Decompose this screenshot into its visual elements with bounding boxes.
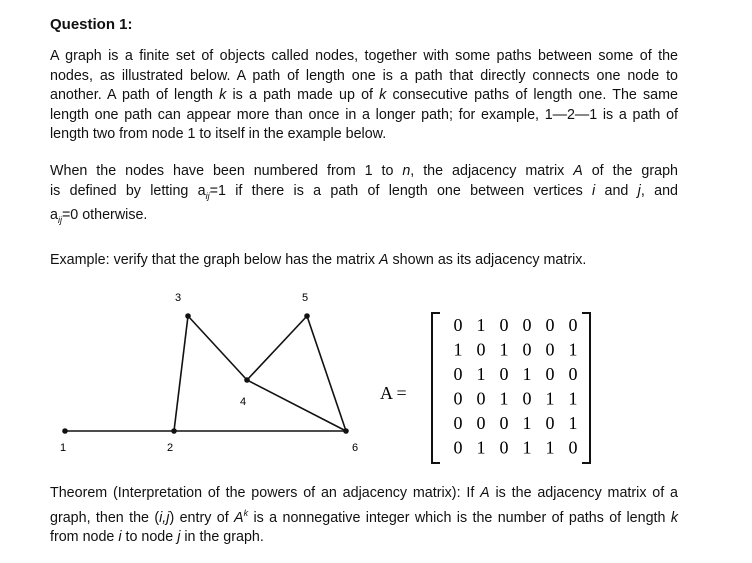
text-line: another. A path of length k is a path made up of k consecutive paths of length one. The same: [50, 87, 678, 104]
node-label: 1: [60, 442, 67, 454]
matrix-cell: 1: [568, 413, 578, 433]
matrix-cell: 1: [453, 339, 463, 360]
graph-node: [304, 313, 310, 319]
matrix-cell: 0: [545, 413, 555, 433]
graph-nodes: [60, 292, 358, 454]
matrix-cell: 1: [545, 437, 555, 458]
matrix-cells: [454, 315, 578, 458]
matrix-cell: 0: [545, 364, 555, 384]
matrix-cell: 0: [499, 437, 509, 458]
matrix-cell: 0: [476, 388, 486, 409]
matrix-cell: 1: [568, 339, 578, 360]
text-line: is defined by letting $a_{ij}=1$ if there is a path of length one between vertices i and j, and: [50, 182, 678, 201]
matrix-cell: 0: [476, 339, 486, 360]
matrix-cell: 0: [568, 437, 578, 458]
node-label: 2: [167, 442, 174, 454]
adjacency-matrix: [380, 305, 610, 470]
left-bracket: [432, 313, 440, 463]
matrix-cell: 1: [522, 437, 532, 458]
text-line: $a_{ij}=0$ otherwise.: [50, 207, 148, 225]
matrix-cell: 0: [522, 339, 532, 360]
matrix-cell: 0: [453, 364, 463, 384]
graph-node: [185, 313, 191, 319]
node-label: 5: [302, 292, 309, 304]
text-line: from node i to node j in the graph.: [50, 528, 264, 545]
text-line: When the nodes have been numbered from 1 to n, the adjacency matrix A of the graph: [50, 163, 678, 179]
matrix-cell: 0: [476, 413, 486, 433]
matrix-cell: 1: [545, 388, 555, 409]
text-line: nodes, as illustrated below. A path of length one is a path that directly connects one node to: [50, 67, 678, 84]
text-line: length two from node 1 to itself in the example below.: [50, 126, 387, 143]
graph-edge: [188, 316, 247, 380]
matrix-cell: 1: [476, 315, 486, 335]
matrix-cell: 0: [522, 388, 532, 409]
theorem-paragraph: [50, 484, 678, 548]
matrix-cell: 0: [453, 437, 463, 458]
graph-node: [171, 428, 177, 434]
matrix-cell: 0: [499, 315, 509, 335]
matrix-label: A =: [380, 383, 407, 403]
node-label: 3: [175, 292, 182, 304]
text-line: Theorem (Interpretation of the powers of an adjacency matrix): If A is the adjacency matrix of a: [50, 485, 678, 501]
node-label: 4: [240, 396, 247, 408]
graph-edge: [174, 316, 188, 431]
matrix-cell: 0: [453, 413, 463, 433]
matrix-cell: 1: [522, 364, 532, 384]
graph-node: [343, 428, 349, 434]
matrix-cell: 1: [499, 339, 509, 360]
matrix-cell: 0: [545, 315, 555, 335]
matrix-cell: 0: [568, 364, 578, 384]
text-line: graph, then the (i,j) entry of $A^k$ is a nonnegative integer which is the number of paths of length k: [50, 507, 678, 526]
matrix-cell: 0: [499, 413, 509, 433]
example-paragraph: Example: verify that the graph below has the matrix A shown as its adjacency matrix.: [50, 252, 587, 268]
graph-edges: [65, 316, 346, 431]
matrix-cell: 0: [545, 339, 555, 360]
matrix-cell: 1: [476, 364, 486, 384]
matrix-cell: 1: [476, 437, 486, 458]
matrix-cell: 0: [522, 315, 532, 335]
matrix-cell: 0: [568, 315, 578, 335]
graph-node: [244, 377, 250, 383]
text-line: A graph is a finite set of objects called nodes, together with some paths between some of the: [50, 48, 678, 64]
graph-node: [62, 428, 68, 434]
right-bracket: [582, 313, 590, 463]
matrix-cell: 1: [522, 413, 532, 433]
matrix-cell: 1: [499, 388, 509, 409]
matrix-cell: 0: [499, 364, 509, 384]
matrix-cell: 0: [453, 388, 463, 409]
matrix-cell: 0: [453, 315, 463, 335]
node-label: 6: [352, 442, 359, 454]
matrix-cell: 1: [568, 388, 578, 409]
graph-edge: [247, 316, 307, 380]
question-heading: Question 1:: [50, 16, 133, 33]
text-line: length one path can appear more than once in a longer path; for example, 1—2—1 is a path of: [50, 106, 678, 123]
